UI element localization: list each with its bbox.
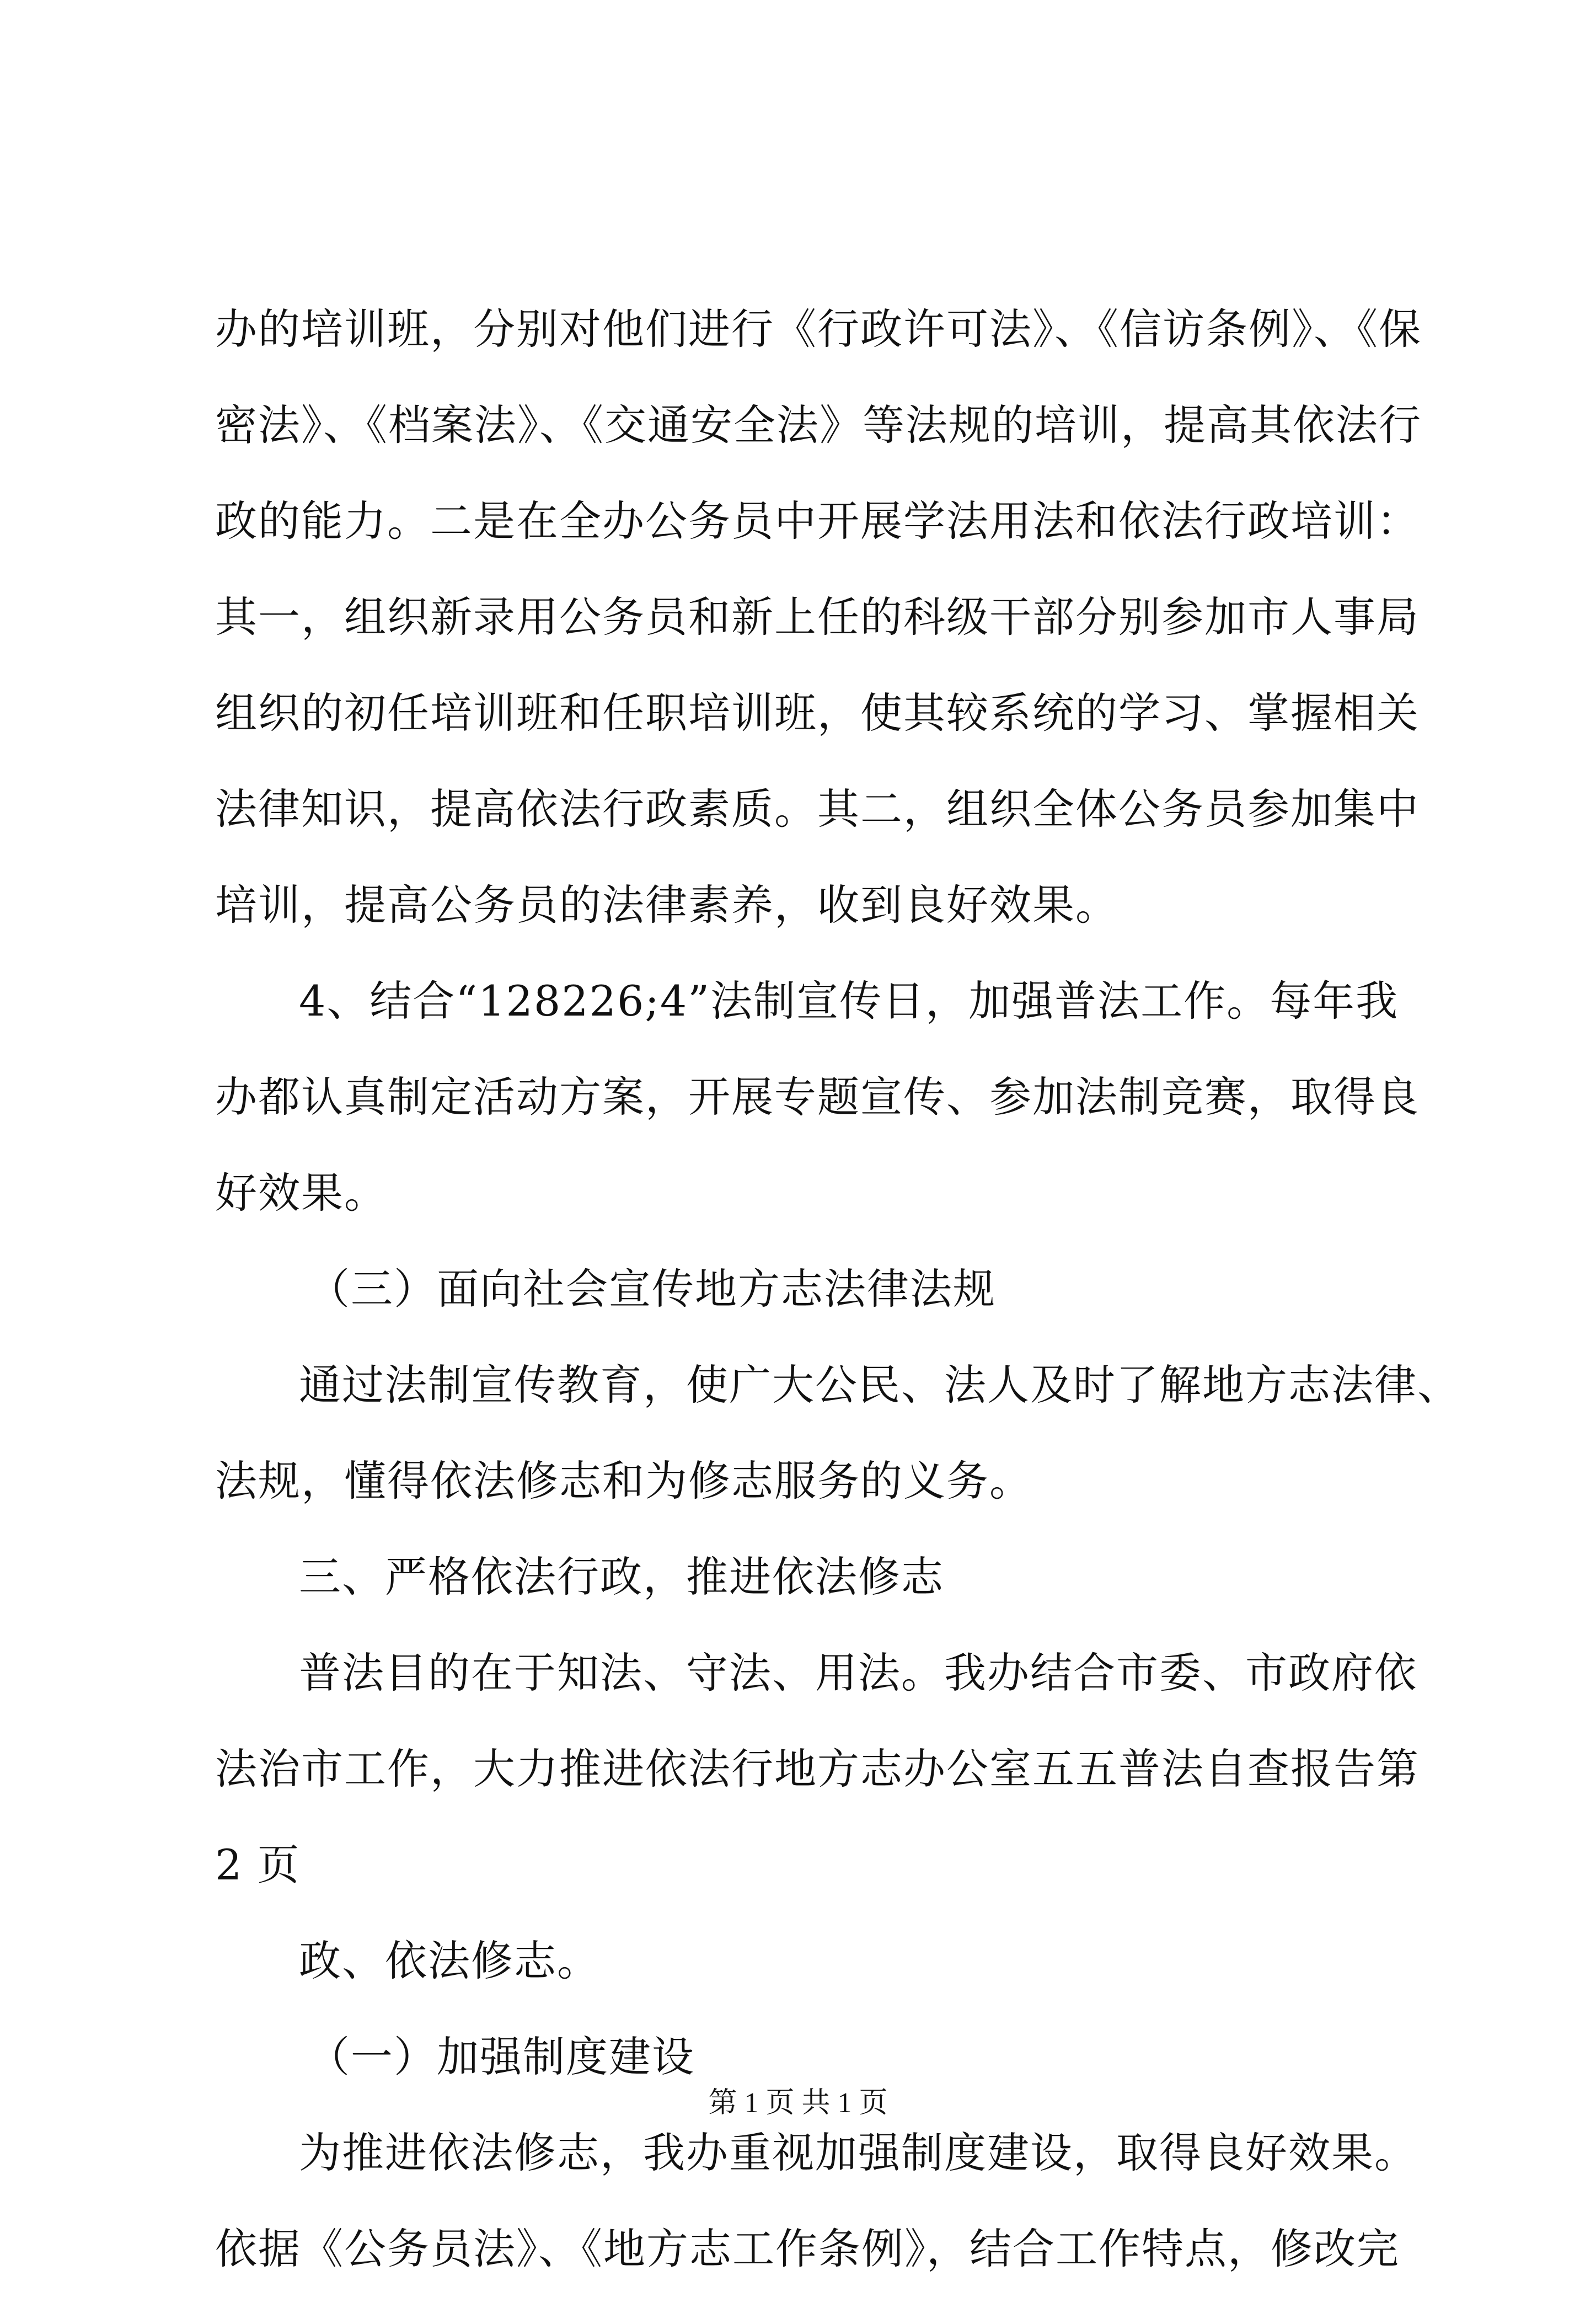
text-line: 法律知识，提高依法行政素质。其二，组织全体公务员参加集中 [215, 784, 1420, 834]
paragraph-first-line: 为推进依法修志，我办重视加强制度建设，取得良好效果。 [299, 2128, 1417, 2177]
text-line: 密法》、《档案法》、《交通安全法》等法规的培训，提高其依法行 [215, 400, 1422, 450]
text-line: 法规，懂得依法修志和为修志服务的义务。 [215, 1456, 1032, 1505]
text-line: 好效果。 [215, 1168, 387, 1217]
text-line: 其一，组织新录用公务员和新上任的科级干部分别参加市人事局 [215, 592, 1420, 642]
paragraph-first-line: 政、依法修志。 [299, 1936, 600, 1985]
section-heading: （三）面向社会宣传地方志法律法规 [308, 1264, 996, 1313]
page-footer: 第 1 页 共 1 页 [708, 2087, 888, 2119]
section-heading: （一）加强制度建设 [308, 2032, 695, 2081]
text-line: 办都认真制定活动方案，开展专题宣传、参加法制竞赛，取得良 [215, 1072, 1420, 1121]
page-marker-text: 2 页 [215, 1840, 301, 1889]
paragraph-first-line: 通过法制宣传教育，使广大公民、法人及时了解地方志法律、 [299, 1360, 1460, 1409]
text-line: 组织的初任培训班和任职培训班，使其较系统的学习、掌握相关 [215, 688, 1420, 738]
section-heading: 三、严格依法行政，推进依法修志 [299, 1552, 944, 1601]
paragraph-first-line: 普法目的在于知法、守法、用法。我办结合市委、市政府依 [299, 1648, 1417, 1697]
paragraph-first-line: 4、结合“128226;4”法制宣传日，加强普法工作。每年我 [299, 976, 1399, 1025]
text-line: 培训，提高公务员的法律素养，收到良好效果。 [215, 880, 1118, 930]
text-line: 办的培训班，分别对他们进行《行政许可法》、《信访条例》、《保 [215, 305, 1422, 354]
text-line: 依据《公务员法》、《地方志工作条例》，结合工作特点，修改完 [215, 2224, 1400, 2273]
document-body [215, 281, 1460, 2297]
text-line: 法治市工作，大力推进依法行地方志办公室五五普法自查报告第 [215, 1744, 1420, 1793]
text-line: 政的能力。二是在全办公务员中开展学法用法和依法行政培训： [215, 496, 1420, 546]
